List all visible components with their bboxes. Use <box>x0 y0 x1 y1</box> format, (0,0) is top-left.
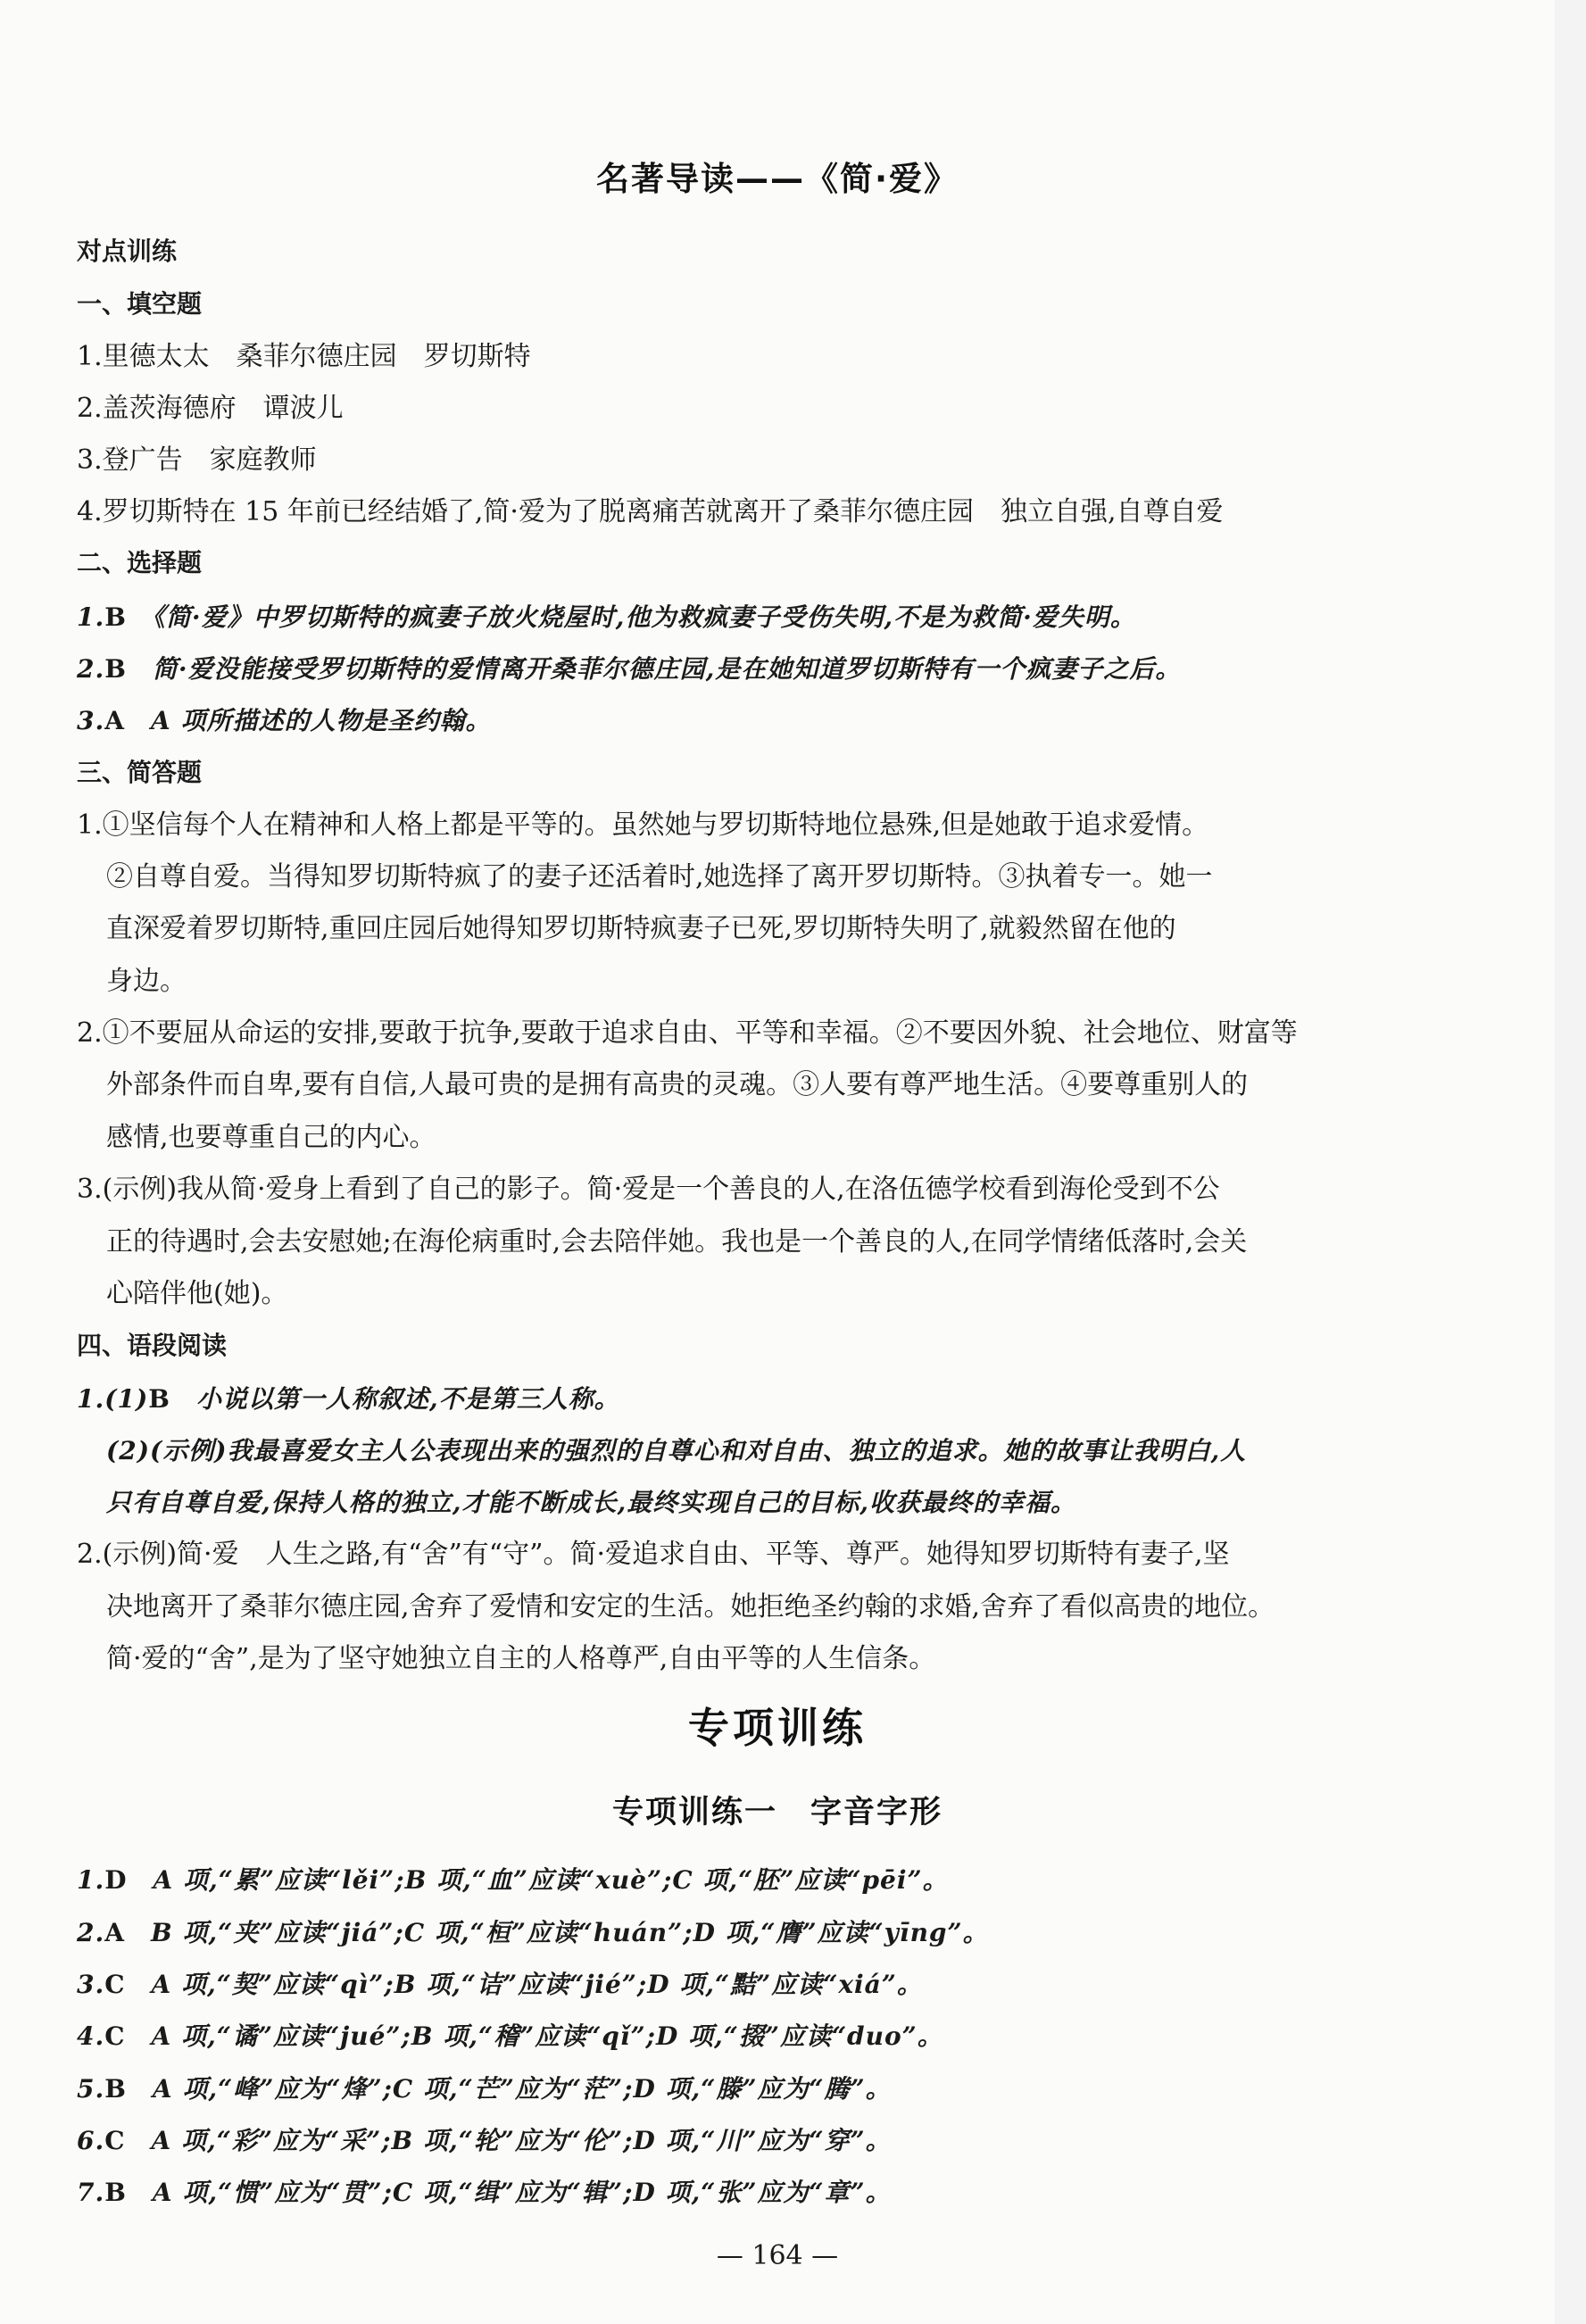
page-number: — 164 — <box>716 2240 839 2271</box>
short-answer-heading: 三、简答题 <box>77 758 203 787</box>
fill-blank-item: 2.盖茨海德府 谭波儿 <box>77 393 344 424</box>
short-answer-line: 外部条件而自卑,要有自信,人最可贵的是拥有高贵的灵魂。③人要有尊严地生活。④要尊重别人的 <box>106 1069 1249 1100</box>
page-title: 名著导读——《简·爱》 <box>595 160 959 198</box>
choice-item: 2.B 简·爱没能接受罗切斯特的爱情离开桑菲尔德庄园,是在她知道罗切斯特有一个疯妻子之后。 <box>77 654 1182 684</box>
answer-letter: B <box>104 2178 127 2207</box>
reading-line: 只有自尊自爱,保持人格的独立,才能不断成长,最终实现自己的目标,收获最终的幸福。 <box>106 1488 1076 1517</box>
answer-letter: B <box>104 2074 127 2104</box>
fill-blank-item: 1.里德太太 桑菲尔德庄园 罗切斯特 <box>77 341 531 372</box>
short-answer-line: 1.①坚信每个人在精神和人格上都是平等的。虽然她与罗切斯特地位悬殊,但是她敢于追求爱情。 <box>77 809 1209 841</box>
short-answer-line: 感情,也要尊重自己的内心。 <box>106 1122 436 1153</box>
answer-letter: B <box>104 602 127 632</box>
fill-blank-heading: 一、填空题 <box>77 289 203 319</box>
answer-letter: C <box>104 1970 126 1999</box>
special-item: 7.B A 项,“惯”应为“贯”;C 项,“缉”应为“辑”;D 项,“张”应为“章”。 <box>77 2178 892 2207</box>
choice-item: 1.B 《简·爱》中罗切斯特的疯妻子放火烧屋时,他为救疯妻子受伤失明,不是为救简·爱失明。 <box>77 602 1136 632</box>
answer-letter: C <box>104 2126 126 2155</box>
special-item: 4.C A 项,“谲”应读“jué”;B 项,“稽”应读“qǐ”;D 项,“掇”应读“duo”。 <box>77 2021 943 2051</box>
special-training-subtitle: 专项训练一 字音字形 <box>611 1795 942 1830</box>
section-practice-heading: 对点训练 <box>77 237 178 266</box>
special-item: 6.C A 项,“彩”应为“采”;B 项,“轮”应为“伦”;D 项,“川”应为“穿”。 <box>77 2126 892 2155</box>
fill-blank-item: 4.罗切斯特在 15 年前已经结婚了,简·爱为了脱离痛苦就离开了桑菲尔德庄园 独立自强,自尊自爱 <box>77 496 1224 527</box>
special-item: 1.D A 项,“累”应读“lěi”;B 项,“血”应读“xuè”;C 项,“胚”应读“pēi”。 <box>77 1865 949 1895</box>
answer-letter: B <box>148 1384 170 1414</box>
reading-item: 1.(1)B 小说以第一人称叙述,不是第三人称。 <box>77 1384 620 1414</box>
reading-line: 2.(示例)简·爱 人生之路,有“舍”有“守”。简·爱追求自由、平等、尊严。她得知罗切斯特有妻子,坚 <box>77 1539 1230 1570</box>
answer-letter: D <box>104 1865 128 1895</box>
short-answer-line: 正的待遇时,会去安慰她;在海伦病重时,会去陪伴她。我也是一个善良的人,在同学情绪低落时,会关 <box>106 1226 1248 1257</box>
special-item: 2.A B 项,“夹”应读“jiá”;C 项,“桓”应读“huán”;D 项,“膺”应读“yīng”。 <box>77 1918 989 1947</box>
answer-letter: A <box>104 706 125 735</box>
short-answer-line: 身边。 <box>106 966 187 997</box>
short-answer-line: ②自尊自爱。当得知罗切斯特疯了的妻子还活着时,她选择了离开罗切斯特。③执着专一。她一 <box>106 861 1213 892</box>
reading-heading: 四、语段阅读 <box>77 1331 228 1360</box>
short-answer-line: 直深爱着罗切斯特,重回庄园后她得知罗切斯特疯妻子已死,罗切斯特失明了,就毅然留在他的 <box>106 913 1176 944</box>
answer-letter: B <box>104 654 127 684</box>
choice-heading: 二、选择题 <box>77 548 203 577</box>
reading-line: (2)(示例)我最喜爱女主人公表现出来的强烈的自尊心和对自由、独立的追求。她的故事让我明白,人 <box>106 1436 1247 1465</box>
special-item: 5.B A 项,“峰”应为“烽”;C 项,“芒”应为“茫”;D 项,“滕”应为“腾”。 <box>77 2074 892 2104</box>
reading-line: 简·爱的“舍”,是为了坚守她独立自主的人格尊严,自由平等的人生信条。 <box>106 1643 936 1674</box>
choice-item: 3.A A 项所描述的人物是圣约翰。 <box>77 706 492 735</box>
short-answer-line: 2.①不要屈从命运的安排,要敢于抗争,要敢于追求自由、平等和幸福。②不要因外貌、社会地位、财富等 <box>77 1017 1298 1049</box>
special-item: 3.C A 项,“契”应读“qì”;B 项,“诘”应读“jié”;D 项,“黠”应读“xiá”。 <box>77 1970 923 1999</box>
answer-letter: A <box>104 1918 125 1947</box>
reading-line: 决地离开了桑菲尔德庄园,舍弃了爱情和安定的生活。她拒绝圣约翰的求婚,舍弃了看似高贵的地位。 <box>106 1591 1275 1623</box>
fill-blank-item: 3.登广告 家庭教师 <box>77 444 317 476</box>
answer-letter: C <box>104 2021 126 2051</box>
short-answer-line: 3.(示例)我从简·爱身上看到了自己的影子。简·爱是一个善良的人,在洛伍德学校看到海伦受到不公 <box>77 1174 1220 1205</box>
special-training-title: 专项训练 <box>688 1704 867 1752</box>
short-answer-line: 心陪伴他(她)。 <box>106 1278 288 1309</box>
